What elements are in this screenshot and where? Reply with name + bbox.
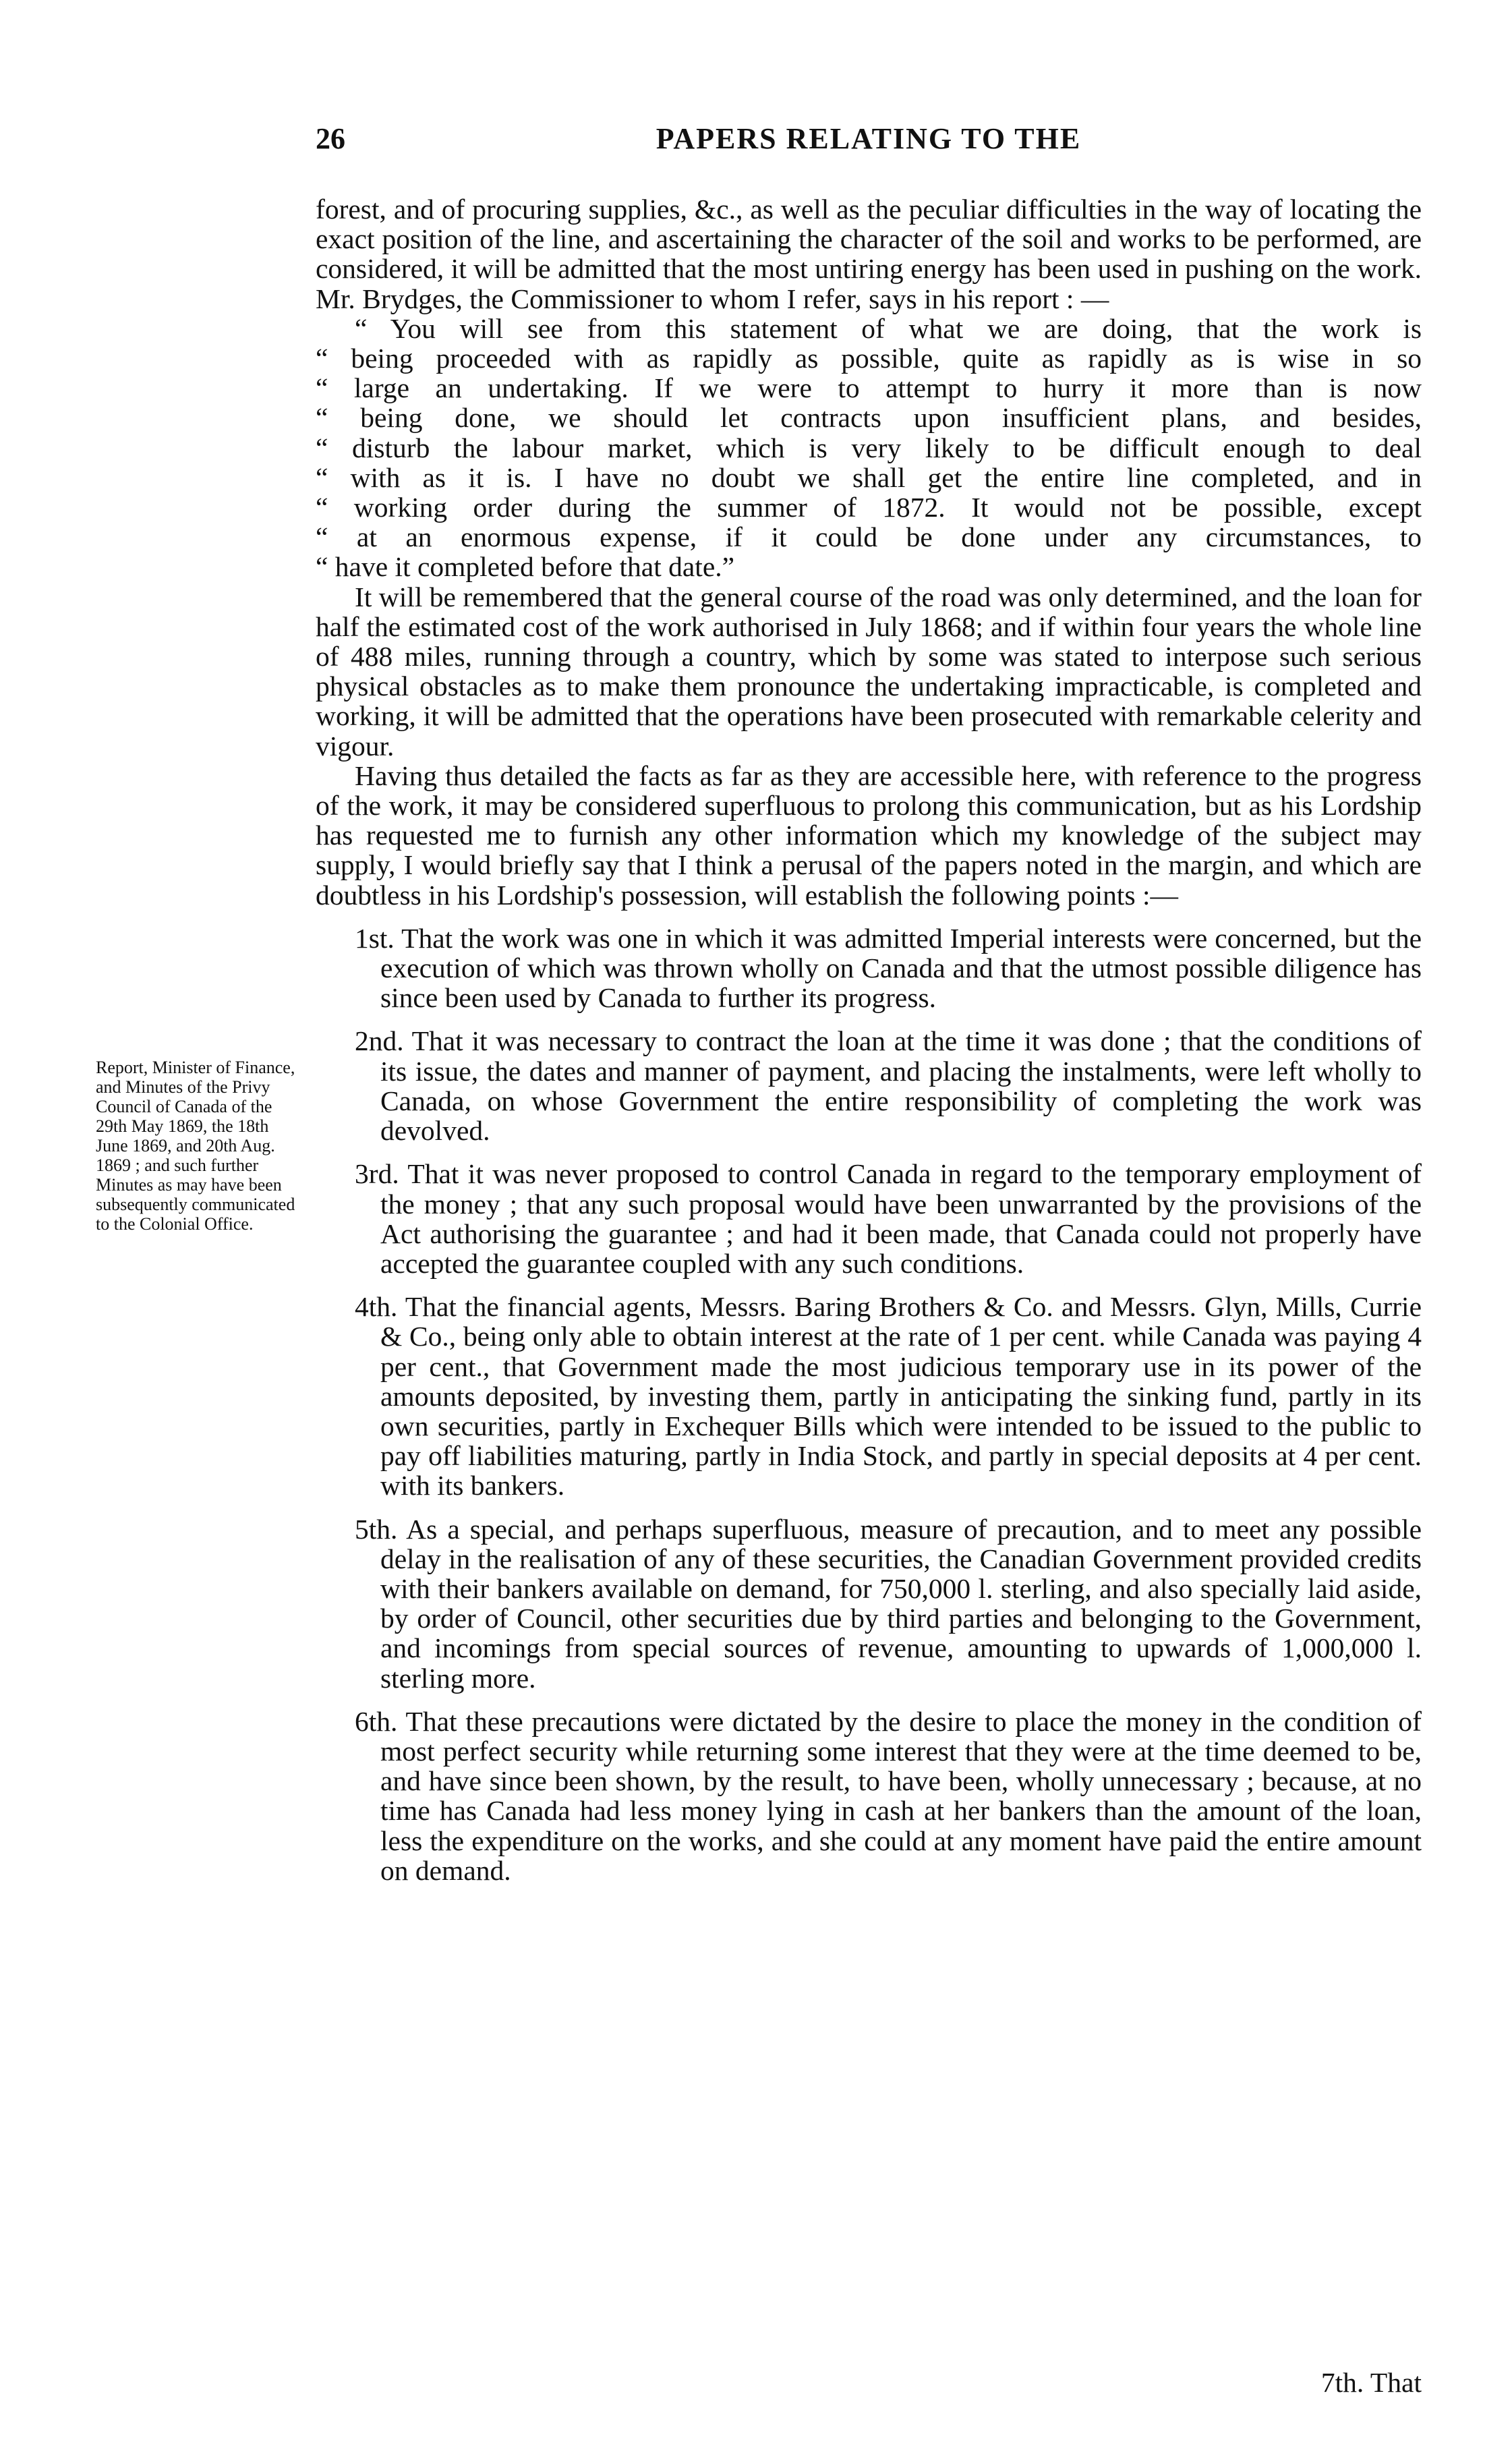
quote-line: “ working order during the summer of 1872. It would not be possible, except (316, 492, 1422, 523)
quote-line: “ large an undertaking. If we were to attempt to hurry it more than is now (316, 372, 1422, 404)
page-number: 26 (316, 122, 345, 155)
numbered-point: 3rd. That it was never proposed to control Canada in regard to the temporary employment of the money ; that any such proposal would have been unwarranted by the provisions of the Act authorising the guarantee ; and had it been made, that Canada could not properly have accepted the guarantee coupled with any such conditions. (355, 1158, 1422, 1279)
numbered-point: 6th. That these precautions were dictated by the desire to place the money in the condition of most perfect security while returning some interest that they were at the time deemed to be, and have since been shown, by the result, to have been, wholly unnecessary ; because, at no time has Canada had less money lying in cash at her bankers than the amount of the loan, less the expenditure on the works, and she could at any moment have paid the entire amount on demand. (355, 1705, 1422, 1886)
numbered-point: 4th. That the financial agents, Messrs. Baring Brothers & Co. and Messrs. Glyn, Mills, Currie & Co., being only able to obtain interest at the rate of 1 per cent. while Canada was paying 4 per cent., that Government made the most judicious temporary use in its power of the amounts deposited, by investing them, partly in anticipating the sinking fund, partly in its own securities, partly in Exchequer Bills which were intended to be issued to the public to pay off liabilities maturing, partly in India Stock, and partly in special deposits at 4 per cent. with its bankers. (355, 1291, 1422, 1501)
quote-line: “ being done, we should let contracts upon insufficient plans, and besides, (316, 402, 1422, 434)
block-quote (316, 314, 1422, 582)
numbered-point: 1st. That the work was one in which it was admitted Imperial interests were concerned, but the execution of which was thrown wholly on Canada and that the utmost possible diligence has since been used by Canada to further its progress. (355, 922, 1422, 1014)
quote-line: “ at an enormous expense, if it could be done under any circumstances, to (316, 521, 1422, 553)
paragraph: It will be remembered that the general course of the road was only determined, and the loan for half the estimated cost of the work authorised in July 1868; and if within four years the whole line of 488 miles, running through a country, which by some was stated to interpose such serious physical obstacles as to make them pronounce the undertaking impracticable, is completed and working, it will be admitted that the operations have been prosecuted with remarkable celerity and vigour. (316, 581, 1422, 762)
paragraph: Having thus detailed the facts as far as they are accessible here, with reference to the progress of the work, it may be considered superfluous to prolong this communication, but as his Lordship has requested me to furnish any other information which my knowledge of the subject may supply, I would briefly say that I think a perusal of the papers noted in the margin, and which are doubtless in his Lordship's possession, will establish the following points :— (316, 760, 1422, 911)
paragraph: forest, and of procuring supplies, &c., as well as the peculiar difficulties in the way of locating the exact position of the line, and ascertaining the character of the soil and works to be performed, are considered, it will be admitted that the most untiring energy has been used in pushing on the work. Mr. Brydges, the Commissioner to whom I refer, says in his report : — (316, 194, 1422, 314)
quote-line: “ have it completed before that date.” (316, 551, 735, 583)
page-header (316, 121, 1422, 162)
running-title: PAPERS RELATING TO THE (656, 122, 1082, 155)
numbered-point: 2nd. That it was necessary to contract the loan at the time it was done ; that the conditions of its issue, the dates and manner of payment, and placing the instalments, were left wholly to Canada, on whose Government the entire responsibility of completing the work was devolved. (355, 1025, 1422, 1147)
numbered-point: 5th. As a special, and perhaps superfluous, measure of precaution, and to meet any possible delay in the realisation of any of these securities, the Canadian Government provided credits with their bankers available on demand, for 750,000 l. sterling, and also specially laid aside, by order of Council, other securities due by third parties and belonging to the Government, and incomings from special sources of revenue, amounting to upwards of 1,000,000 l. sterling more. (355, 1513, 1422, 1694)
quote-line: “ disturb the labour market, which is very likely to be difficult enough to deal (316, 432, 1422, 463)
margin-note: Report, Minister of Finance, and Minutes of the Privy Council of Canada of the 29th May 1869, the 18th June 1869, and 20th Aug. 1869 ; and such further Minutes as may have been subsequently communicated to the Colonial Office. (96, 1058, 295, 1234)
catchword: 7th. That (1320, 2367, 1422, 2398)
quote-line: “ being proceeded with as rapidly as possible, quite as rapidly as is wise in so (316, 343, 1422, 374)
body-text (316, 194, 1422, 1885)
quote-line: “ You will see from this statement of what we are doing, that the work is (355, 312, 1422, 344)
quote-line: “ with as it is. I have no doubt we shall get the entire line completed, and in (316, 461, 1422, 493)
